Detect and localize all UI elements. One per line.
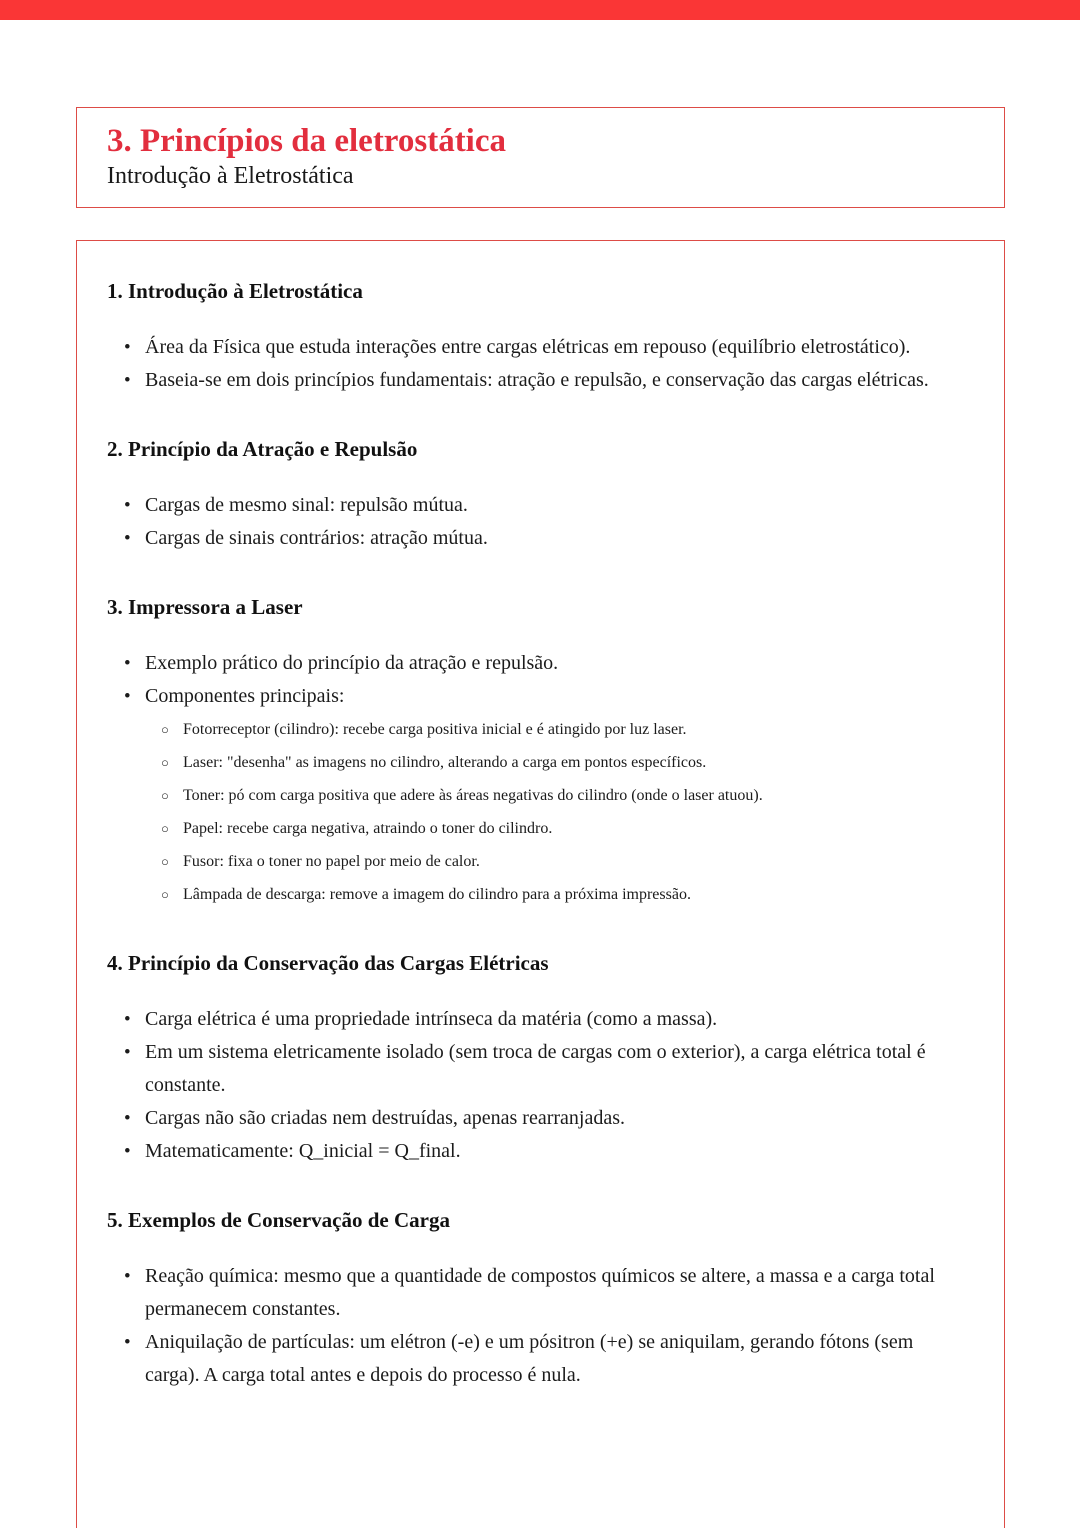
sub-bullet-item: ○ Toner: pó com carga positiva que adere às áreas negativas do cilindro (onde o laser atuou). xyxy=(107,779,964,812)
bullet-item: • Baseia-se em dois princípios fundamentais: atração e repulsão, e conservação das cargas elétricas. xyxy=(107,364,964,397)
bullet-list xyxy=(107,1003,964,1168)
page-title: 3. Princípios da eletrostática xyxy=(107,123,506,159)
title-card xyxy=(76,107,1005,208)
bullet-item: • Cargas não são criadas nem destruídas, apenas rearranjadas. xyxy=(107,1102,964,1135)
section-heading: 2. Princípio da Atração e Repulsão xyxy=(107,437,418,461)
sub-bullet-item: ○ Lâmpada de descarga: remove a imagem do cilindro para a próxima impressão. xyxy=(107,878,964,911)
bullet-item: • Reação química: mesmo que a quantidade de compostos químicos se altere, a massa e a carga total permanecem constantes. xyxy=(107,1260,964,1326)
bullet-item: • Em um sistema eletricamente isolado (sem troca de cargas com o exterior), a carga elétrica total é constante. xyxy=(107,1036,964,1102)
page-subtitle: Introdução à Eletrostática xyxy=(107,163,354,189)
bullet-list xyxy=(107,647,964,713)
bullet-item: • Cargas de mesmo sinal: repulsão mútua. xyxy=(107,489,964,522)
section-introducao xyxy=(107,277,964,397)
sub-bullet-item: ○ Fusor: fixa o toner no papel por meio de calor. xyxy=(107,845,964,878)
section-heading: 3. Impressora a Laser xyxy=(107,595,303,619)
sub-bullet-list xyxy=(107,713,964,911)
section-conservacao-cargas xyxy=(107,949,964,1168)
section-heading: 1. Introdução à Eletrostática xyxy=(107,279,363,303)
sub-bullet-item: ○ Papel: recebe carga negativa, atraindo o toner do cilindro. xyxy=(107,812,964,845)
bullet-item: • Matematicamente: Q_inicial = Q_final. xyxy=(107,1135,964,1168)
section-heading: 4. Princípio da Conservação das Cargas Elétricas xyxy=(107,951,549,975)
bullet-list xyxy=(107,489,964,555)
bullet-item: • Cargas de sinais contrários: atração mútua. xyxy=(107,522,964,555)
sub-bullet-item: ○ Laser: "desenha" as imagens no cilindro, alterando a carga em pontos específicos. xyxy=(107,746,964,779)
bullet-item: • Carga elétrica é uma propriedade intrínseca da matéria (como a massa). xyxy=(107,1003,964,1036)
bullet-item: • Componentes principais: xyxy=(107,680,964,713)
bullet-list xyxy=(107,331,964,397)
section-impressora-laser xyxy=(107,593,964,911)
section-heading: 5. Exemplos de Conservação de Carga xyxy=(107,1208,450,1232)
bullet-item: • Exemplo prático do princípio da atração e repulsão. xyxy=(107,647,964,680)
section-exemplos-conservacao xyxy=(107,1206,964,1392)
section-atracao-repulsao xyxy=(107,435,964,555)
sub-bullet-item: ○ Fotorreceptor (cilindro): recebe carga positiva inicial e é atingido por luz laser. xyxy=(107,713,964,746)
bullet-list xyxy=(107,1260,964,1392)
top-accent-bar xyxy=(0,0,1080,20)
bullet-item: • Aniquilação de partículas: um elétron (-e) e um pósitron (+e) se aniquilam, gerando fótons (sem carga). A carga total antes e depois do processo é nula. xyxy=(107,1326,964,1392)
bullet-item: • Área da Física que estuda interações entre cargas elétricas em repouso (equilíbrio eletrostático). xyxy=(107,331,964,364)
notes-card xyxy=(76,240,1005,1528)
